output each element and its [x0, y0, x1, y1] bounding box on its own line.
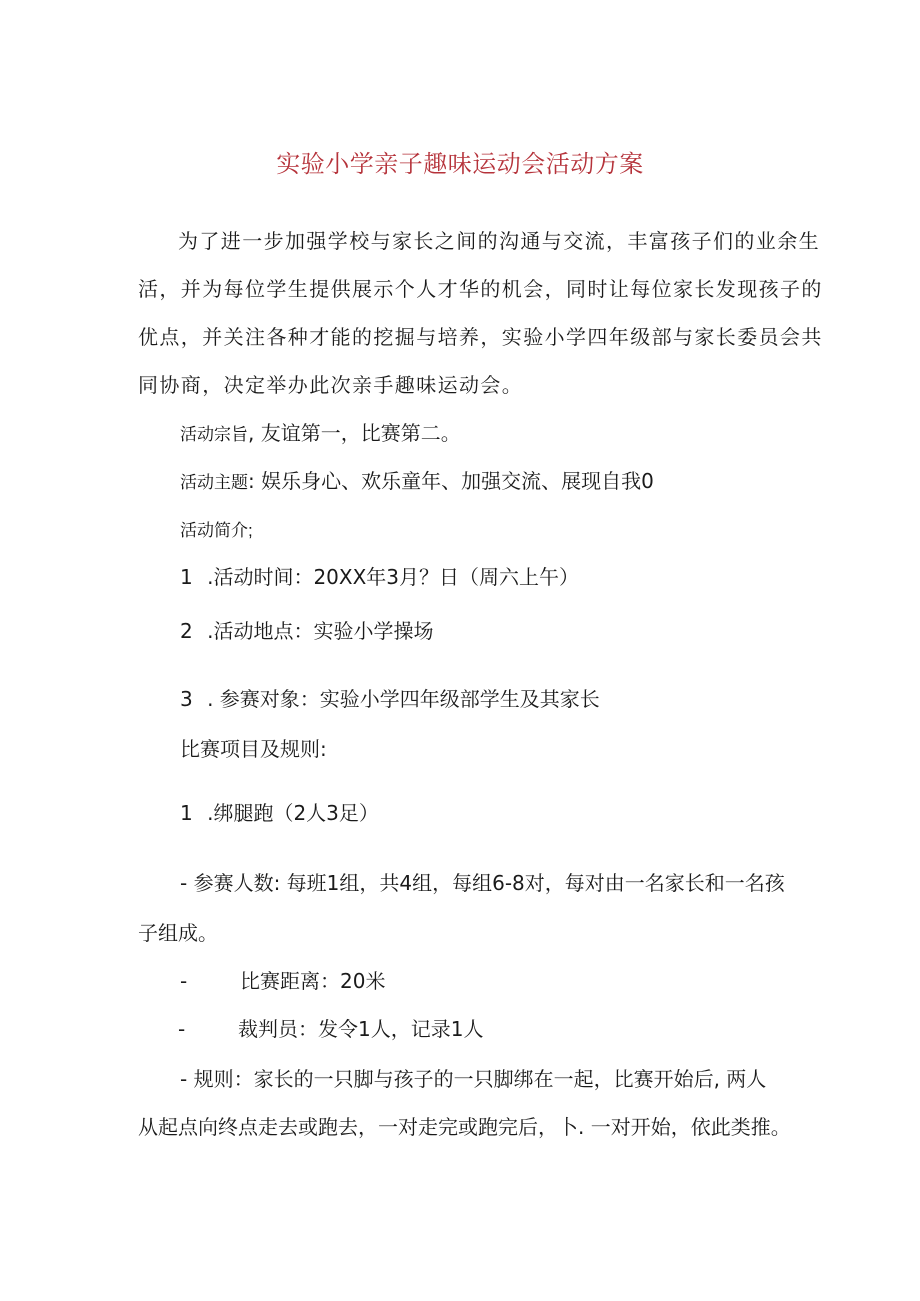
event-title — [180, 798, 379, 828]
theme-label: 活动主题 — [180, 473, 248, 492]
document-title: 实验小学亲子趣味运动会活动方案 — [276, 150, 644, 178]
overview-item-text: .活动地点：实验小学操场 — [207, 619, 434, 643]
overview-item — [180, 562, 579, 592]
overview-item — [180, 684, 600, 714]
theme-text: : 娱乐身心、欢乐童年、加强交流、展现自我0 — [248, 469, 654, 493]
purpose-line — [180, 418, 461, 450]
intro-line-4: 同协商，决定举办此次亲手趣味运动会。 — [138, 373, 524, 397]
rules-line-2: 从起点向终点走去或跑去，一对走完或跑完后，卜. 一对开始，依此类推。 — [138, 1115, 791, 1139]
purpose-label: 活动宗旨 — [180, 425, 248, 444]
overview-item-number: 2 — [180, 619, 193, 643]
referee-dash: - — [178, 1017, 186, 1041]
events-heading: 比赛项目及规则: — [180, 737, 327, 761]
overview-heading — [180, 514, 253, 546]
theme-line — [180, 466, 654, 498]
overview-item-text: .活动时间：20XX年3月？日（周六上午） — [207, 565, 580, 589]
overview-label: 活动简介; — [180, 521, 253, 540]
distance-dash: - — [180, 969, 188, 993]
event-name: .绑腿跑（2人3足） — [207, 801, 379, 825]
overview-item — [180, 616, 433, 646]
referee-text: 裁判员：发令1人，记录1人 — [238, 1017, 484, 1041]
overview-item-number: 3 — [180, 687, 193, 711]
intro-line-2: 活，并为每位学生提供展示个人才华的机会，同时让每位家长发现孩子的 — [138, 277, 823, 301]
participants-line-2: 子组成。 — [138, 921, 218, 945]
overview-item-text: . 参赛对象：实验小学四年级部学生及其家长 — [207, 687, 600, 711]
intro-line-3: 优点，并关注各种才能的挖掘与培养，实验小学四年级部与家长委员会共 — [138, 325, 823, 349]
participants-line-1: - 参赛人数: 每班1组，共4组，每组6-8对，每对由一名家长和一名孩 — [180, 871, 785, 895]
rules-line-1: - 规则：家长的一只脚与孩子的一只脚绑在一起，比赛开始后, 两人 — [180, 1067, 767, 1091]
overview-item-number: 1 — [180, 565, 193, 589]
distance-text: 比赛距离：20米 — [240, 969, 386, 993]
purpose-text: , 友谊第一，比赛第二。 — [248, 421, 461, 445]
intro-line-1: 为了进一步加强学校与家长之间的沟通与交流，丰富孩子们的业余生 — [178, 229, 820, 253]
event-number: 1 — [180, 801, 193, 825]
